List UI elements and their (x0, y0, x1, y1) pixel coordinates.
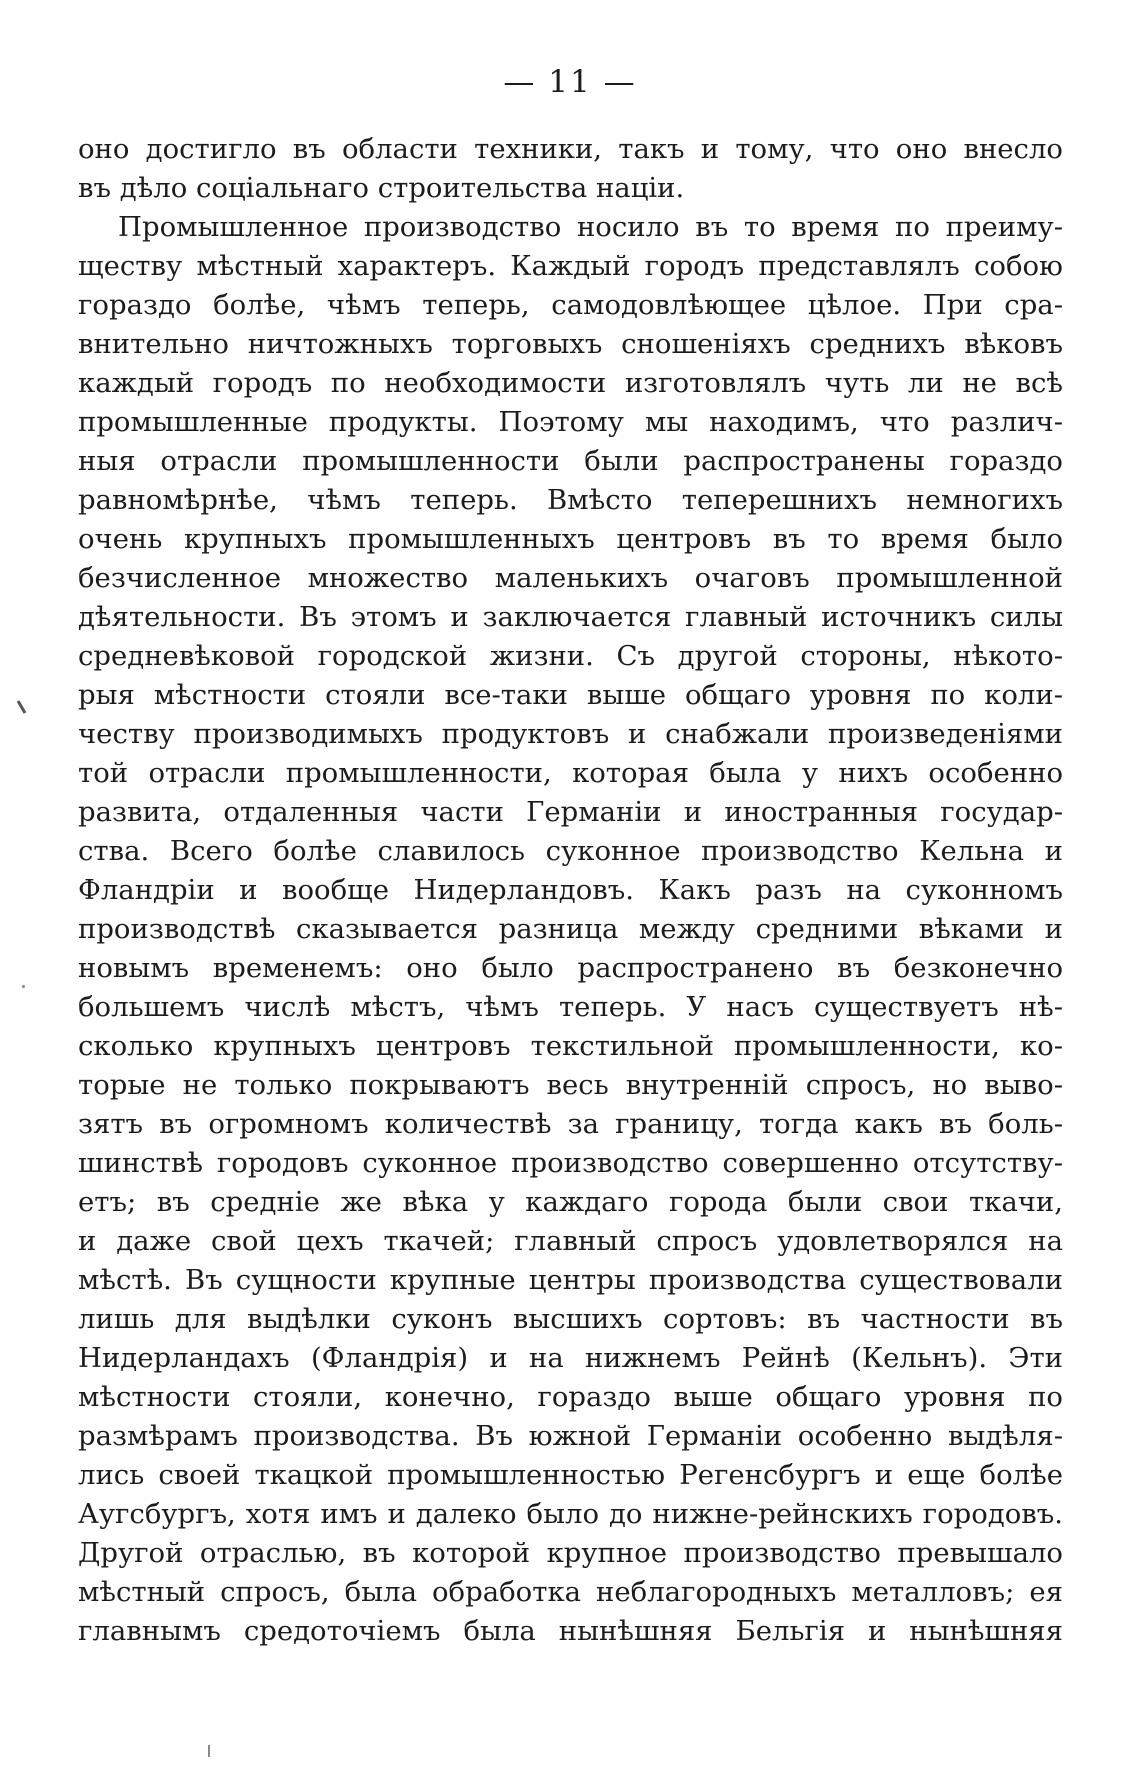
text-line: производствѣ сказывается разница между средними вѣками и (78, 913, 1063, 945)
text-line: промышленные продукты. Поэтому мы находимъ, что различ- (78, 406, 1063, 438)
text-line: мѣстѣ. Въ сущности крупные центры производства существовали (78, 1264, 1063, 1296)
margin-speck (22, 985, 25, 988)
text-line: главнымъ средоточіемъ была нынѣшняя Бельгія и нынѣшняя (78, 1615, 1063, 1647)
text-line: развита, отдаленныя части Германіи и иностранныя государ- (78, 796, 1063, 828)
text-line: ныя отрасли промышленности были распространены гораздо (78, 445, 1063, 477)
text-line: мѣстный спросъ, была обработка неблагородныхъ металловъ; ея (78, 1576, 1063, 1608)
text-line: размѣрамъ производства. Въ южной Германіи особенно выдѣля- (78, 1420, 1063, 1452)
text-line: мѣстности стояли, конечно, гораздо выше общаго уровня по (78, 1381, 1063, 1413)
text-line: и даже свой цехъ ткачей; главный спросъ удовлетворялся на (78, 1225, 1063, 1257)
margin-speck (17, 700, 27, 714)
text-line: Нидерландахъ (Фландрія) и на нижнемъ Рейнѣ (Кельнъ). Эти (78, 1342, 1063, 1374)
text-line: зятъ въ огромномъ количествѣ за границу, тогда какъ въ боль- (78, 1108, 1063, 1140)
text-line: въ дѣло соціальнаго строительства націи. (78, 172, 685, 204)
text-line: оно достигло въ области техники, такъ и тому, что оно внесло (78, 133, 1063, 165)
text-line: лишь для выдѣлки суконъ высшихъ сортовъ: въ частности въ (78, 1303, 1063, 1335)
text-line: каждый городъ по необходимости изготовлялъ чуть ли не всѣ (78, 367, 1063, 399)
text-line: ществу мѣстный характеръ. Каждый городъ представлялъ собою (78, 250, 1063, 282)
text-line: гораздо болѣе, чѣмъ теперь, самодовлѣющее цѣлое. При сра- (78, 289, 1063, 321)
text-line: равномѣрнѣе, чѣмъ теперь. Вмѣсто теперешнихъ немногихъ (78, 484, 1063, 516)
text-line: Другой отраслью, въ которой крупное производство превышало (78, 1537, 1063, 1569)
text-line: внительно ничтожныхъ торговыхъ сношеніяхъ среднихъ вѣковъ (78, 328, 1063, 360)
page-number: — 11 — (503, 64, 637, 100)
text-line: ства. Всего болѣе славилось суконное производство Кельна и (78, 835, 1063, 867)
text-line: средневѣковой городской жизни. Съ другой стороны, нѣкото- (78, 640, 1063, 672)
text-line: лись своей ткацкой промышленностью Регенсбургъ и еще болѣе (78, 1459, 1063, 1491)
text-line: Фландріи и вообще Нидерландовъ. Какъ разъ на суконномъ (78, 874, 1063, 906)
text-line: етъ; въ средніе же вѣка у каждаго города были свои ткачи, (78, 1186, 1063, 1218)
body-text (78, 130, 1063, 1651)
text-line: дѣятельности. Въ этомъ и заключается главный источникъ силы (78, 601, 1063, 633)
text-line: шинствѣ городовъ суконное производство совершенно отсутству- (78, 1147, 1063, 1179)
text-line: рыя мѣстности стояли все-таки выше общаго уровня по коли- (78, 679, 1063, 711)
paragraph-first-line: Промышленное производство носило въ то время по преиму- (118, 211, 1063, 243)
text-line: той отрасли промышленности, которая была у нихъ особенно (78, 757, 1063, 789)
text-line: Аугсбургъ, хотя имъ и далеко было до нижне-рейнскихъ городовъ. (78, 1498, 1063, 1530)
text-line: очень крупныхъ промышленныхъ центровъ въ то время было (78, 523, 1063, 555)
text-line: новымъ временемъ: оно было распространено въ безконечно (78, 952, 1063, 984)
text-line: большемъ числѣ мѣстъ, чѣмъ теперь. У насъ существуетъ нѣ- (78, 991, 1063, 1023)
text-line: торые не только покрываютъ весь внутренній спросъ, но выво- (78, 1069, 1063, 1101)
margin-speck (208, 1745, 210, 1757)
text-line: сколько крупныхъ центровъ текстильной промышленности, ко- (78, 1030, 1063, 1062)
text-line: безчисленное множество маленькихъ очаговъ промышленной (78, 562, 1063, 594)
text-line: честву производимыхъ продуктовъ и снабжали произведеніями (78, 718, 1063, 750)
